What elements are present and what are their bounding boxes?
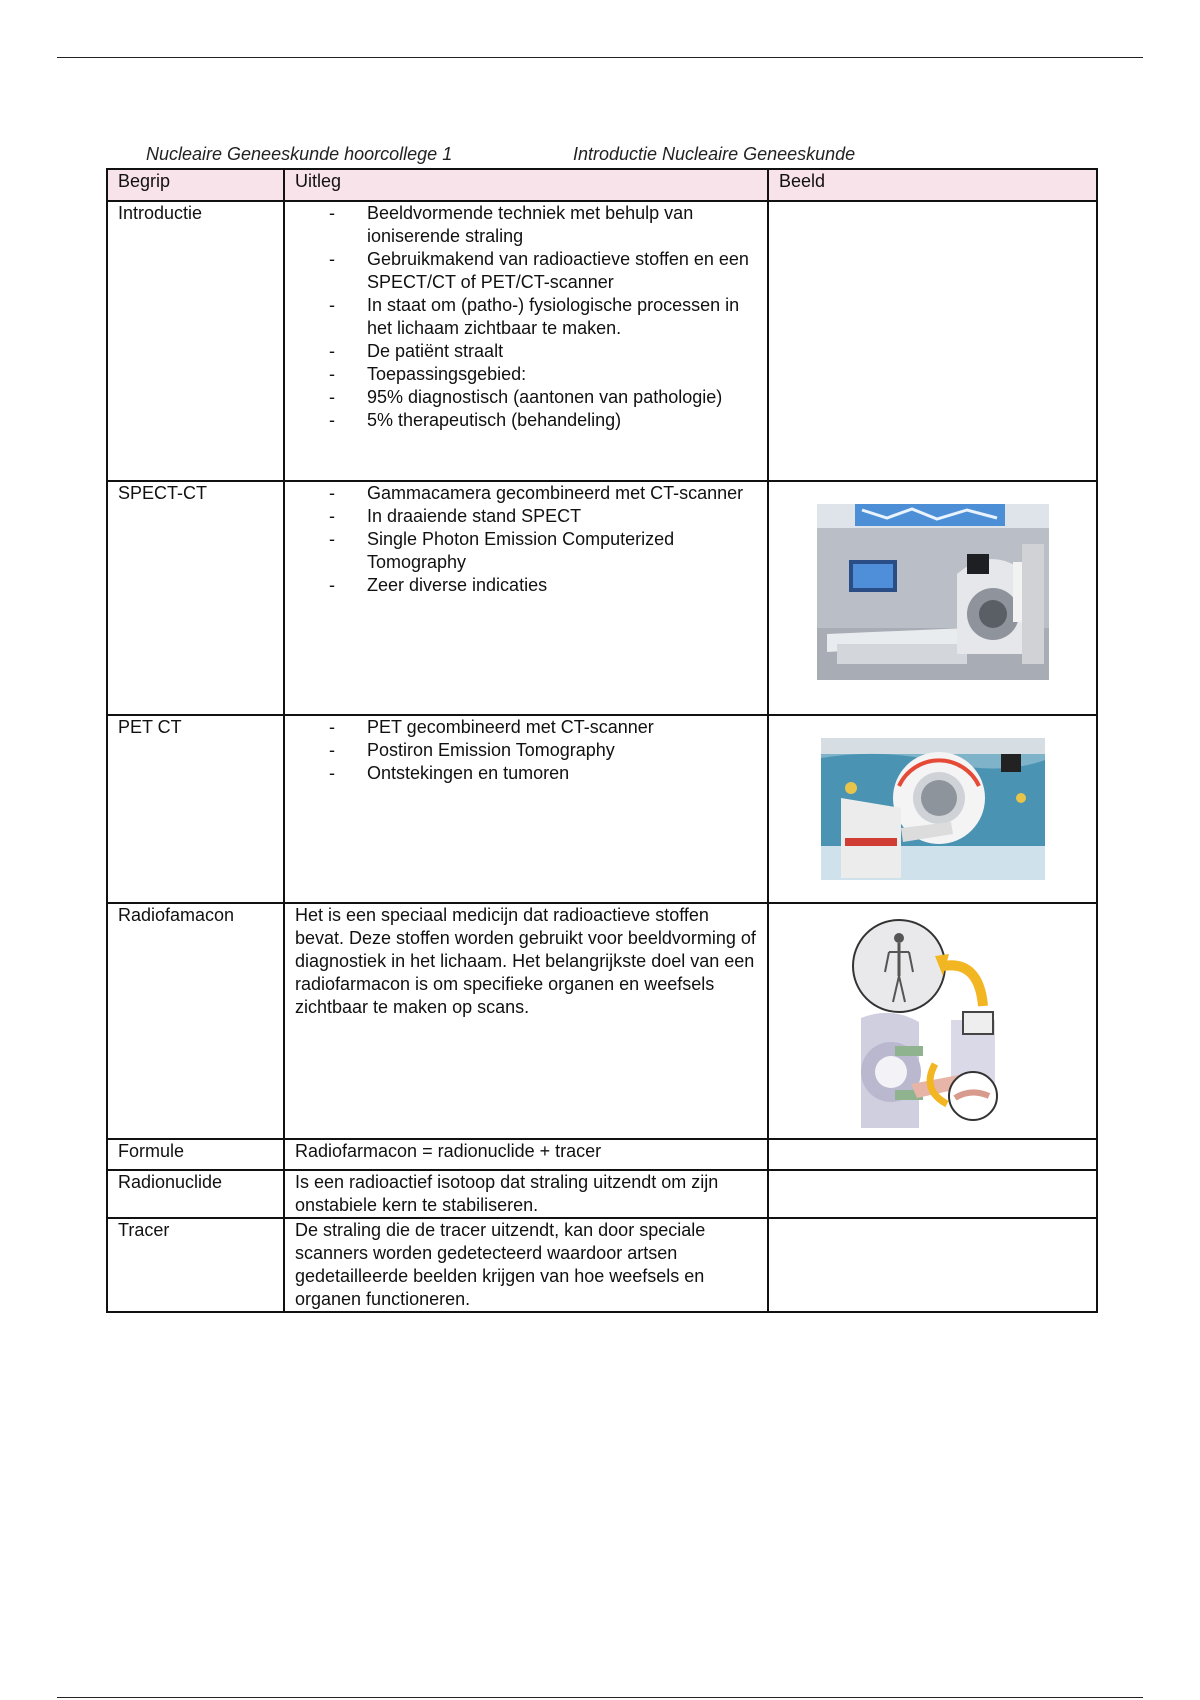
notes-table <box>106 168 1098 1313</box>
bullet-list <box>295 482 757 597</box>
image-cell-empty <box>768 1170 1097 1218</box>
table-row <box>107 715 1097 903</box>
table-header-row <box>107 169 1097 201</box>
table-row <box>107 1170 1097 1218</box>
list-item: - De patiënt straalt <box>367 340 757 363</box>
spect-ct-scanner-image <box>817 504 1049 680</box>
list-item: - Gebruikmakend van radioactieve stoffen en een SPECT/CT of PET/CT-scanner <box>367 248 757 294</box>
table-row <box>107 903 1097 1139</box>
table-row <box>107 201 1097 481</box>
table-row <box>107 1218 1097 1312</box>
explanation-cell: Is een radioactief isotoop dat straling uitzendt om zijn onstabiele kern te stabiliseren. <box>284 1170 768 1218</box>
term-radiofamacon: Radiofamacon <box>107 903 284 1139</box>
term-spect-ct: SPECT-CT <box>107 481 284 715</box>
term-tracer: Tracer <box>107 1218 284 1312</box>
column-header-begrip: Begrip <box>107 169 284 201</box>
image-cell <box>768 903 1097 1139</box>
bullet-list <box>295 716 757 785</box>
explanation-cell <box>284 201 768 481</box>
term-formule: Formule <box>107 1139 284 1170</box>
image-cell-empty <box>768 1139 1097 1170</box>
image-cell-empty <box>768 1218 1097 1312</box>
list-item: - Zeer diverse indicaties <box>367 574 757 597</box>
image-cell-empty <box>768 201 1097 481</box>
top-rule <box>57 57 1143 58</box>
image-cell <box>768 715 1097 903</box>
list-item: - 5% therapeutisch (behandeling) <box>367 409 757 432</box>
document-header-topic: Introductie Nucleaire Geneeskunde <box>573 144 856 164</box>
list-item: - Beeldvormende techniek met behulp van ioniserende straling <box>367 202 757 248</box>
explanation-cell: Het is een speciaal medicijn dat radioactieve stoffen bevat. Deze stoffen worden gebruikt voor beeldvorming of diagnostiek in het lichaam. Het belangrijkste doel van een radiofarmacon is om specifieke organen en weefsels zichtbaar te maken op scans. <box>284 903 768 1139</box>
table-row <box>107 481 1097 715</box>
explanation-cell: De straling die de tracer uitzendt, kan door speciale scanners worden gedetecteerd waardoor artsen gedetailleerde beelden krijgen van hoe weefsels en organen functioneren. <box>284 1218 768 1312</box>
list-item: - In staat om (patho-) fysiologische processen in het lichaam zichtbaar te maken. <box>367 294 757 340</box>
term-introductie: Introductie <box>107 201 284 481</box>
list-item: - Postiron Emission Tomography <box>367 739 757 762</box>
list-item: - Gammacamera gecombineerd met CT-scanner <box>367 482 757 505</box>
bullet-list <box>295 202 757 432</box>
term-pet-ct: PET CT <box>107 715 284 903</box>
column-header-beeld: Beeld <box>768 169 1097 201</box>
document-header-course: Nucleaire Geneeskunde hoorcollege 1 <box>146 144 453 164</box>
image-cell <box>768 481 1097 715</box>
list-item: - Toepassingsgebied: <box>367 363 757 386</box>
table-row <box>107 1139 1097 1170</box>
list-item: - PET gecombineerd met CT-scanner <box>367 716 757 739</box>
term-radionuclide: Radionuclide <box>107 1170 284 1218</box>
pet-ct-scanner-image <box>821 738 1045 880</box>
explanation-cell <box>284 715 768 903</box>
radiopharmaceutical-illustration <box>851 914 1015 1128</box>
column-header-uitleg: Uitleg <box>284 169 768 201</box>
list-item: - Ontstekingen en tumoren <box>367 762 757 785</box>
list-item: - Single Photon Emission Computerized Tomography <box>367 528 757 574</box>
list-item: - 95% diagnostisch (aantonen van pathologie) <box>367 386 757 409</box>
explanation-cell <box>284 481 768 715</box>
explanation-cell: Radiofarmacon = radionuclide + tracer <box>284 1139 768 1170</box>
list-item: - In draaiende stand SPECT <box>367 505 757 528</box>
bottom-rule <box>57 1697 1143 1698</box>
